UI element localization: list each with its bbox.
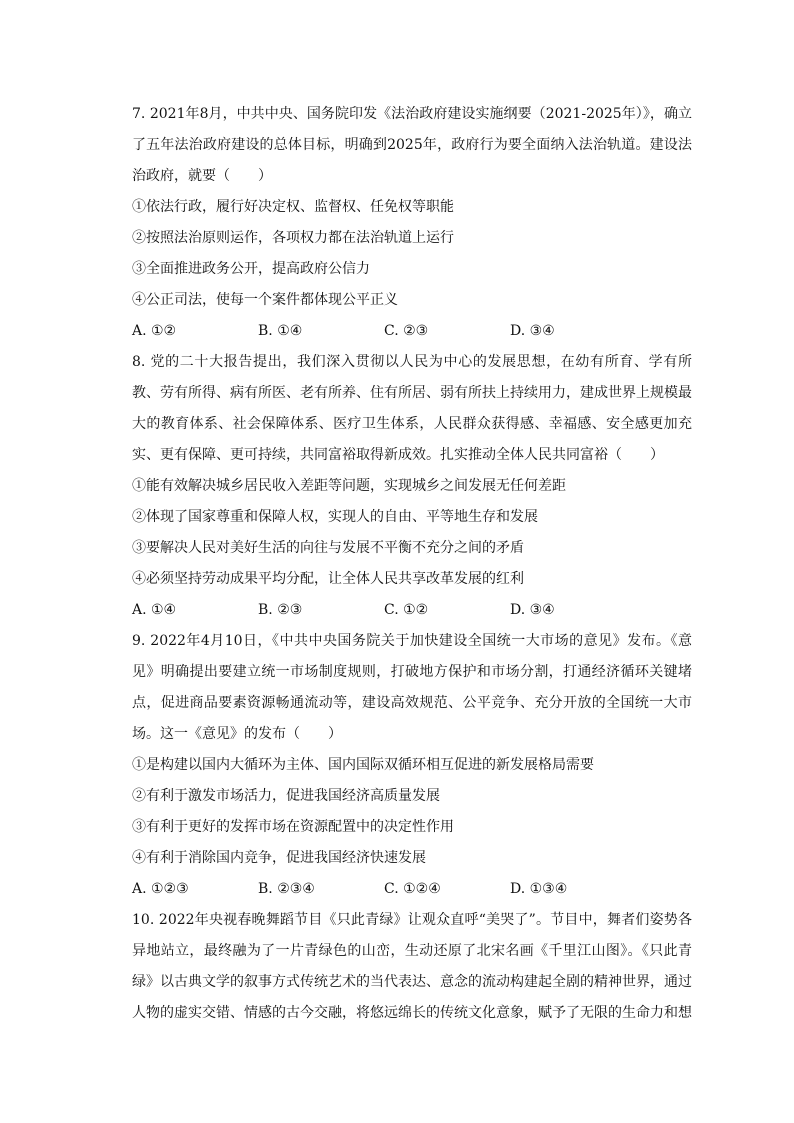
statement-item: ④公正司法，使每一个案件都体现公平正义 xyxy=(132,292,398,308)
question-7 xyxy=(132,99,692,347)
question-8 xyxy=(132,347,692,626)
choice-d: D. ③④ xyxy=(510,602,555,618)
question-10 xyxy=(132,905,692,1029)
question-list xyxy=(132,99,692,1029)
answer-choices xyxy=(132,874,692,905)
statement-item: ①依法行政，履行好决定权、监督权、任免权等职能 xyxy=(132,199,454,215)
statement-item: ②体现了国家尊重和保障人权，实现人的自由、平等地生存和发展 xyxy=(132,509,538,525)
question-stem: 8. 党的二十大报告提出，我们深入贯彻以人民为中心的发展思想，在幼有所育、学有所教、劳有所得、病有所医、老有所养、住有所居、弱有所扶上持续用力，建成世界上规模最大的教育体系、社会保障体系、医疗卫生体系，人民群众获得感、幸福感、安全感更加充实、更有保障、更可持续，共同富裕取得新成效。扎实推动全体人民共同富裕（ ） xyxy=(132,354,692,463)
statement-item: ①是构建以国内大循环为主体、国内国际双循环相互促进的新发展格局需要 xyxy=(132,757,594,773)
question-9 xyxy=(132,626,692,905)
choice-b: B. ①④ xyxy=(258,323,303,339)
choice-c: C. ①②④ xyxy=(384,881,441,897)
choice-d: D. ①③④ xyxy=(510,881,568,897)
question-stem: 10. 2022年央视春晚舞蹈节目《只此青绿》让观众直呼“美哭了”。节目中，舞者们姿势各异地站立，最终融为了一片青绿色的山峦，生动还原了北宋名画《千里江山图》。《只此青绿》以古典文学的叙事方式传统艺术的当代表达、意念的流动构建起全剧的精神世界，通过人物的虚实交错、情感的古今交融，将悠远绵长的传统文化意象，赋予了无限的生命力和想 xyxy=(132,912,692,1021)
statement-item: ④有利于消除国内竞争，促进我国经济快速发展 xyxy=(132,850,426,866)
choice-d: D. ③④ xyxy=(510,323,555,339)
choice-a: A. ①② xyxy=(132,323,177,339)
choice-c: C. ①② xyxy=(384,602,429,618)
statement-item: ③有利于更好的发挥市场在资源配置中的决定性作用 xyxy=(132,819,454,835)
choice-a: A. ①④ xyxy=(132,602,177,618)
answer-choices xyxy=(132,316,692,347)
question-stem: 9. 2022年4月10日，《中共中央国务院关于加快建设全国统一大市场的意见》发布。《意见》明确提出要建立统一市场制度规则，打破地方保护和市场分割，打通经济循环关键堵点，促进商品要素资源畅通流动等，建设高效规范、公平竞争、充分开放的全国统一大市场。这一《意见》的发布（ ） xyxy=(132,633,692,742)
answer-choices xyxy=(132,595,692,626)
choice-b: B. ②③④ xyxy=(258,881,315,897)
statement-item: ②按照法治原则运作，各项权力都在法治轨道上运行 xyxy=(132,230,454,246)
choice-b: B. ②③ xyxy=(258,602,303,618)
statement-item: ③全面推进政务公开，提高政府公信力 xyxy=(132,261,370,277)
choice-a: A. ①②③ xyxy=(132,881,189,897)
choice-c: C. ②③ xyxy=(384,323,429,339)
statement-item: ④必须坚持劳动成果平均分配，让全体人民共享改革发展的红利 xyxy=(132,571,524,587)
statement-item: ②有利于激发市场活力，促进我国经济高质量发展 xyxy=(132,788,440,804)
question-stem: 7. 2021年8月，中共中央、国务院印发《法治政府建设实施纲要（2021-2025年）》，确立了五年法治政府建设的总体目标，明确到2025年，政府行为要全面纳入法治轨道。建设法治政府，就要（ ） xyxy=(132,106,692,184)
statement-item: ①能有效解决城乡居民收入差距等问题，实现城乡之间发展无任何差距 xyxy=(132,478,566,494)
statement-item: ③要解决人民对美好生活的向往与发展不平衡不充分之间的矛盾 xyxy=(132,540,524,556)
